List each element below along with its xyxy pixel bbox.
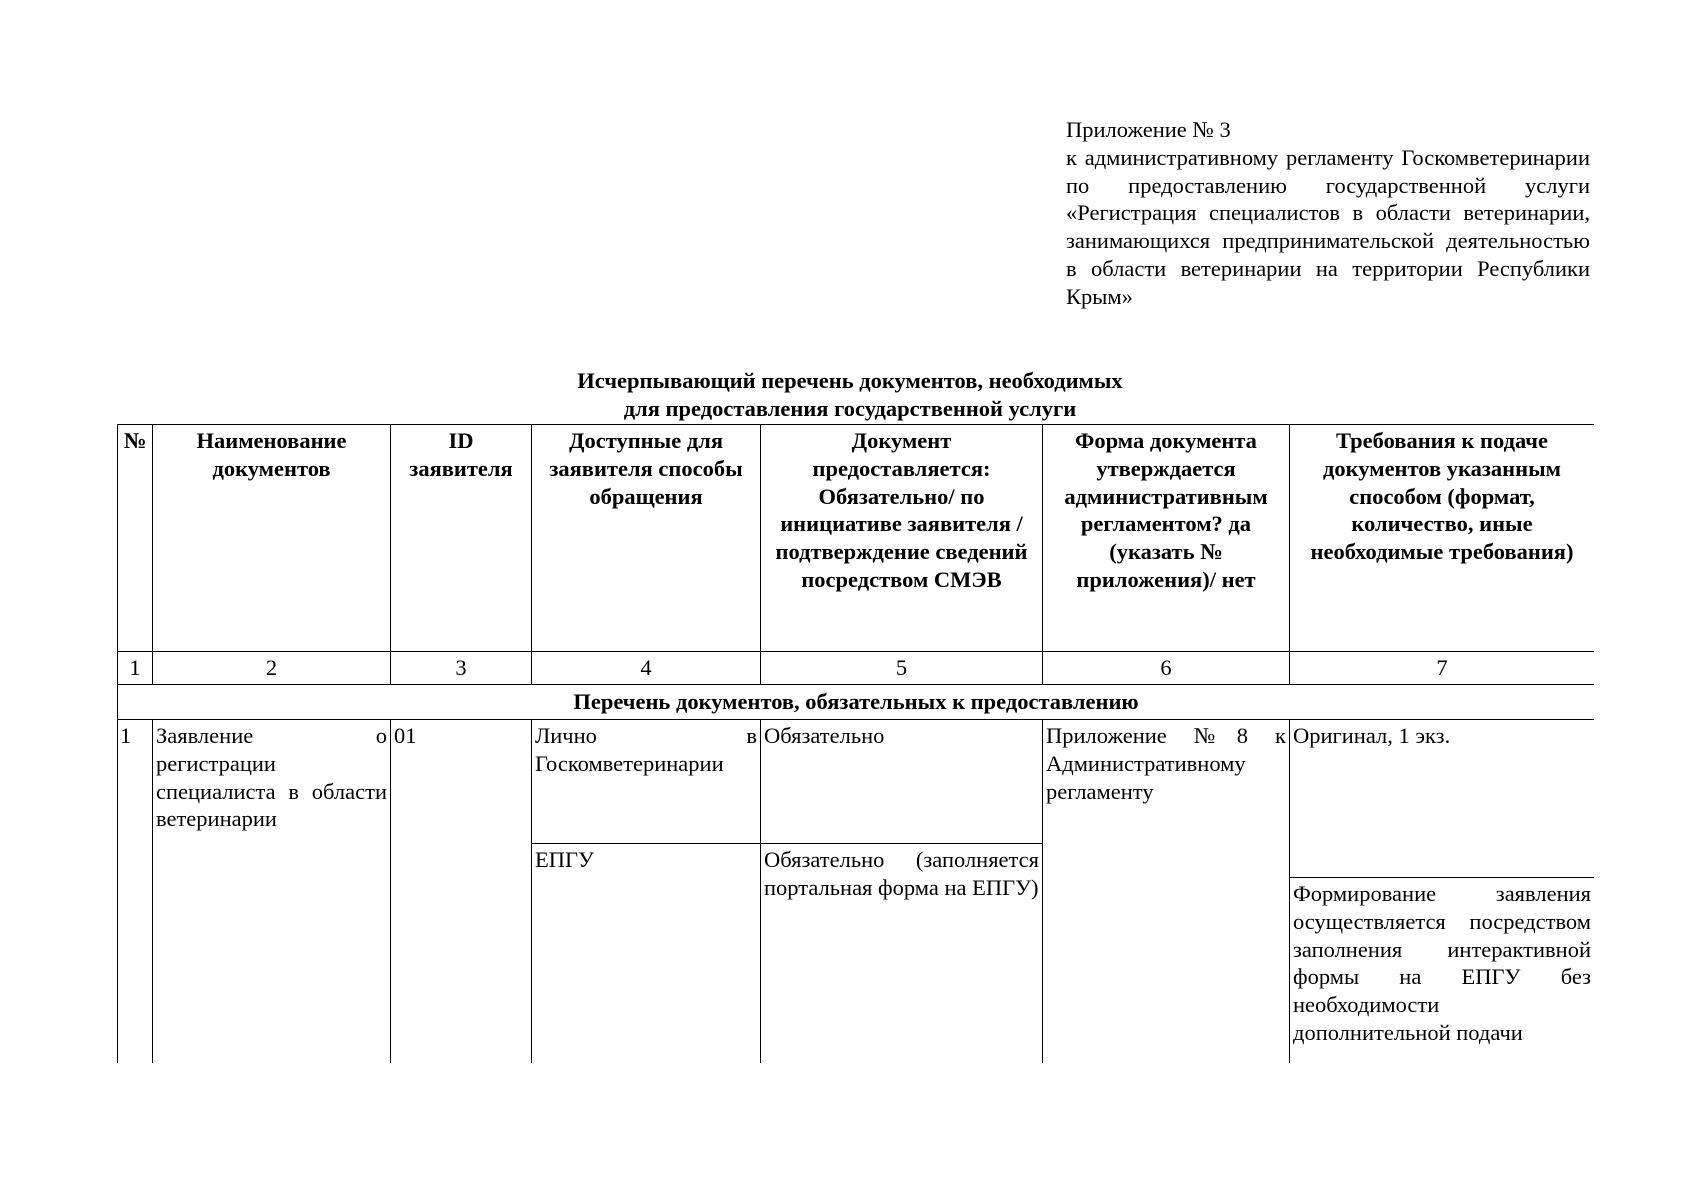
header-number: № [118, 425, 153, 652]
column-number: 2 [153, 652, 391, 685]
header-form: Форма документа утверждается административным регламентом? да (указать № приложения)/ нет [1043, 425, 1290, 652]
form-cell: Приложение №8 к Административному регламенту [1043, 720, 1290, 1064]
appendix-header [1066, 116, 1590, 311]
column-number: 3 [391, 652, 532, 685]
documents-table-wrapper [117, 424, 1594, 1063]
title-line-1: Исчерпывающий перечень документов, необходимых [577, 368, 1123, 393]
requirements-cell: Оригинал, 1 экз. [1290, 720, 1595, 844]
requirements-cell: Формирование заявления осуществляется посредством заполнения интерактивной формы на ЕПГУ без необходимости дополнительной подачи [1290, 878, 1595, 1064]
row-number: 1 [118, 720, 153, 1064]
section-title: Перечень документов, обязательных к предоставлению [118, 685, 1595, 720]
method-cell: Лично в Госкомветеринарии [532, 720, 761, 844]
title-line-2: для предоставления государственной услуги [623, 396, 1077, 421]
header-requirements: Требования к подаче документов указанным способом (формат, количество, иные необходимые требования) [1290, 425, 1595, 652]
document-title [450, 367, 1250, 423]
table-row [118, 720, 1595, 844]
requirements-spacer [1290, 844, 1595, 878]
section-row [118, 685, 1595, 720]
header-applicant-id: ID заявителя [391, 425, 532, 652]
column-number: 1 [118, 652, 153, 685]
required-cell: Обязательно (заполняется портальная форма на ЕПГУ) [761, 844, 1043, 1064]
header-methods: Доступные для заявителя способы обращения [532, 425, 761, 652]
header-provision: Документ предоставляется: Обязательно/ по инициативе заявителя /подтверждение сведений посредством СМЭВ [761, 425, 1043, 652]
column-number: 4 [532, 652, 761, 685]
table-header-row [118, 425, 1595, 652]
method-cell: ЕПГУ [532, 844, 761, 1064]
required-cell: Обязательно [761, 720, 1043, 844]
documents-table [117, 424, 1594, 1063]
header-document-name: Наименование документов [153, 425, 391, 652]
column-number: 7 [1290, 652, 1595, 685]
column-number: 5 [761, 652, 1043, 685]
appendix-number: Приложение № 3 [1066, 117, 1231, 142]
column-numbers-row [118, 652, 1595, 685]
document-name-cell: Заявление о регистрации специалиста в области ветеринарии [153, 720, 391, 1064]
column-number: 6 [1043, 652, 1290, 685]
appendix-text: к административному регламенту Госкомветеринарии по предоставлению государственной услуги «Регистрация специалистов в области ветеринарии, занимающихся предпринимательской деятельностью в области ветеринарии на территории Республики Крым» [1066, 144, 1590, 309]
applicant-id-cell: 01 [391, 720, 532, 1064]
